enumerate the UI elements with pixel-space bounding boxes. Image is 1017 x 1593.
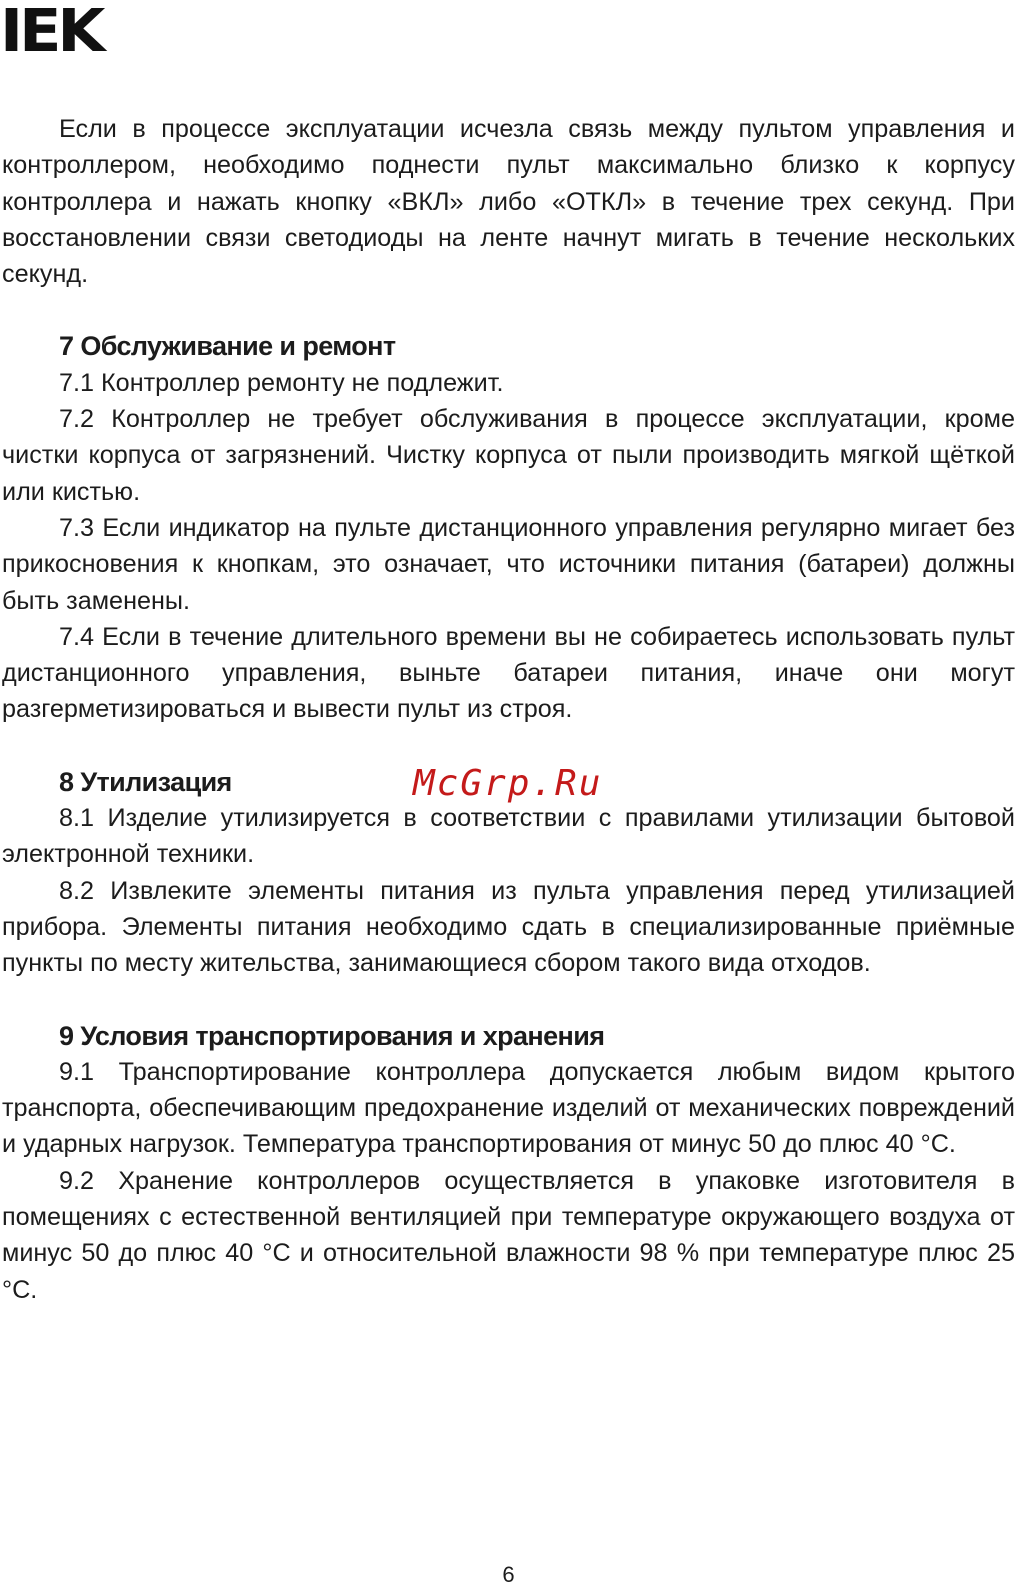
paragraph: 7.3 Если индикатор на пульте дистанционного управления регулярно мигает без прикосновения к кнопкам, это означает, что источники питания (батареи) должны быть заменены. <box>2 513 1015 615</box>
page-number: 6 <box>502 1562 515 1587</box>
paragraph: 7.2 Контроллер не требует обслуживания в процессе эксплуатации, кроме чистки корпуса от загрязнений. Чистку корпуса от пыли производить мягкой щёткой или кистью. <box>2 405 1015 506</box>
paragraph: 7.4 Если в течение длительного времени вы не собираетесь использовать пульт дистанционного управления, выньте батареи питания, иначе они могут разгерметизироваться и вывести пульт из строя. <box>2 622 1015 724</box>
watermark: McGrp.Ru <box>413 763 603 804</box>
paragraph: 8.2 Извлеките элементы питания из пульта управления перед утилизацией прибора. Элементы питания необходимо сдать в специализированные приёмные пункты по месту жительства, занимающиеся сбором такого вида отходов. <box>2 876 1015 978</box>
section-heading: 7 Обслуживание и ремонт <box>59 331 396 362</box>
paragraph: 9.2 Хранение контроллеров осуществляется в упаковке изготовителя в помещениях с естественной вентиляцией при температуре окружающего воздуха от минус 50 до плюс 40 °С и относительной влажности 98 % при температуре плюс 25 °С. <box>2 1166 1015 1304</box>
iek-logo: IEK <box>0 0 102 66</box>
intro-paragraph: Если в процессе эксплуатации исчезла связь между пультом управления и контроллером, необходимо поднести пульт максимально близко к корпусу контроллера и нажать кнопку «ВКЛ» либо «ОТКЛ» в течение трех секунд. При восстановлении связи светодиоды на ленте начнут мигать в течение нескольких секунд. <box>2 115 1015 289</box>
document-body <box>2 111 1015 1308</box>
section-heading: 9 Условия транспортирования и хранения <box>59 1020 605 1051</box>
section-maintenance <box>2 328 1015 727</box>
paragraph: 7.1 Контроллер ремонту не подлежит. <box>59 368 504 397</box>
paragraph: 9.1 Транспортирование контроллера допускается любым видом крытого транспорта, обеспечивающим предохранение изделий от механических повреждений и ударных нагрузок. Температура транспортирования от минус 50 до плюс 40 °С. <box>2 1057 1015 1159</box>
paragraph: 8.1 Изделие утилизируется в соответствии с правилами утилизации бытовой электронной техники. <box>2 804 1015 869</box>
section-heading: 8 Утилизация <box>59 766 232 797</box>
section-transport-storage <box>2 1018 1015 1308</box>
